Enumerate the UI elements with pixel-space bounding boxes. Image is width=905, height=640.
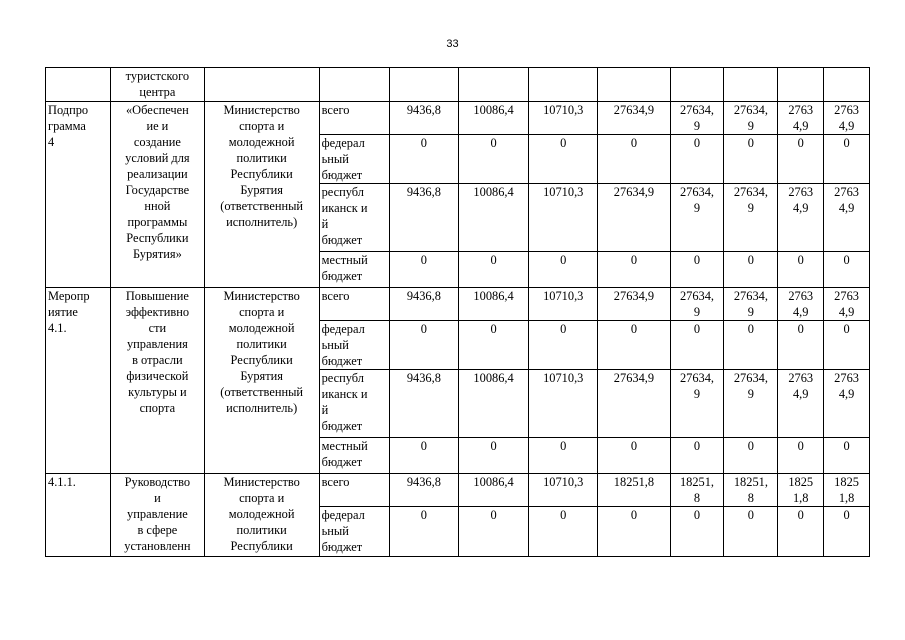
value-cell: 2763 4,9: [824, 102, 870, 135]
value-cell: 2763 4,9: [778, 102, 824, 135]
funding-source-cell: федерал ьный бюджет: [319, 135, 389, 184]
value-cell: 27634, 9: [724, 184, 778, 252]
value-cell: 0: [598, 507, 670, 557]
value-cell: 9436,8: [389, 474, 458, 507]
value-cell: 0: [598, 321, 670, 370]
empty-cell: [598, 68, 670, 102]
value-cell: 0: [529, 135, 598, 184]
value-cell: 0: [824, 135, 870, 184]
value-cell: 10710,3: [529, 370, 598, 438]
value-cell: 27634, 9: [670, 288, 724, 321]
value-cell: 0: [598, 252, 670, 288]
value-cell: 0: [458, 252, 528, 288]
value-cell: 10086,4: [458, 474, 528, 507]
executor-cell: Министерство спорта и молодежной политики Республики: [204, 474, 319, 557]
value-cell: 0: [389, 135, 458, 184]
funding-source-cell: федерал ьный бюджет: [319, 321, 389, 370]
empty-cell: [529, 68, 598, 102]
program-name-cell: Повышение эффективно сти управления в отрасли физической культуры и спорта: [111, 288, 205, 474]
value-cell: 10086,4: [458, 102, 528, 135]
value-cell: 0: [389, 507, 458, 557]
value-cell: 0: [824, 252, 870, 288]
value-cell: 2763 4,9: [824, 288, 870, 321]
value-cell: 0: [598, 135, 670, 184]
value-cell: 0: [389, 438, 458, 474]
code-cell: [46, 68, 111, 102]
funding-source-cell: местный бюджет: [319, 438, 389, 474]
program-code-cell: 4.1.1.: [46, 474, 111, 557]
value-cell: 0: [778, 135, 824, 184]
table-row: [46, 288, 870, 321]
value-cell: 0: [724, 438, 778, 474]
value-cell: 2763 4,9: [824, 184, 870, 252]
value-cell: 0: [778, 252, 824, 288]
program-code-cell: Подпро грамма 4: [46, 102, 111, 288]
value-cell: 27634, 9: [670, 102, 724, 135]
funding-source-cell: всего: [319, 474, 389, 507]
value-cell: 0: [458, 321, 528, 370]
value-cell: 27634,9: [598, 184, 670, 252]
executor-cell: Министерство спорта и молодежной политики Республики Бурятия (ответственный исполнитель): [204, 288, 319, 474]
value-cell: 0: [389, 252, 458, 288]
name-cell: туристского центра: [111, 68, 205, 102]
value-cell: 0: [670, 507, 724, 557]
value-cell: 9436,8: [389, 370, 458, 438]
value-cell: 0: [598, 438, 670, 474]
value-cell: 9436,8: [389, 102, 458, 135]
value-cell: 27634,9: [598, 102, 670, 135]
funding-source-cell: всего: [319, 102, 389, 135]
program-name-cell: «Обеспечен ие и создание условий для реализации Государстве нной программы Республики Бурятия»: [111, 102, 205, 288]
value-cell: 2763 4,9: [778, 288, 824, 321]
value-cell: 10086,4: [458, 184, 528, 252]
value-cell: 10086,4: [458, 370, 528, 438]
value-cell: 0: [724, 321, 778, 370]
empty-cell: [389, 68, 458, 102]
value-cell: 27634, 9: [670, 370, 724, 438]
value-cell: 0: [458, 438, 528, 474]
program-name-cell: Руководство и управление в сфере установленн: [111, 474, 205, 557]
value-cell: 0: [389, 321, 458, 370]
empty-cell: [824, 68, 870, 102]
value-cell: 0: [529, 438, 598, 474]
funding-source-cell: всего: [319, 288, 389, 321]
table-row: [46, 102, 870, 135]
budget-table: [45, 67, 870, 557]
value-cell: 0: [529, 252, 598, 288]
value-cell: 0: [824, 507, 870, 557]
value-cell: 0: [458, 135, 528, 184]
empty-cell: [319, 68, 389, 102]
value-cell: 10710,3: [529, 184, 598, 252]
value-cell: 10086,4: [458, 288, 528, 321]
value-cell: 0: [724, 252, 778, 288]
funding-source-cell: местный бюджет: [319, 252, 389, 288]
executor-cell: Министерство спорта и молодежной политики Республики Бурятия (ответственный исполнитель): [204, 102, 319, 288]
page-number: 33: [446, 38, 459, 50]
value-cell: 10710,3: [529, 288, 598, 321]
empty-cell: [778, 68, 824, 102]
value-cell: 10710,3: [529, 102, 598, 135]
value-cell: 0: [778, 438, 824, 474]
value-cell: 1825 1,8: [824, 474, 870, 507]
value-cell: 2763 4,9: [778, 370, 824, 438]
value-cell: 0: [529, 507, 598, 557]
value-cell: 0: [824, 438, 870, 474]
value-cell: 0: [529, 321, 598, 370]
funding-source-cell: республ иканск и й бюджет: [319, 370, 389, 438]
empty-cell: [670, 68, 724, 102]
value-cell: 9436,8: [389, 184, 458, 252]
value-cell: 0: [458, 507, 528, 557]
empty-cell: [204, 68, 319, 102]
value-cell: 10710,3: [529, 474, 598, 507]
value-cell: 18251, 8: [724, 474, 778, 507]
value-cell: 0: [670, 321, 724, 370]
funding-source-cell: федерал ьный бюджет: [319, 507, 389, 557]
value-cell: 9436,8: [389, 288, 458, 321]
value-cell: 0: [670, 438, 724, 474]
table-row: [46, 474, 870, 507]
value-cell: 27634, 9: [724, 370, 778, 438]
empty-cell: [724, 68, 778, 102]
empty-cell: [458, 68, 528, 102]
funding-source-cell: республ иканск и й бюджет: [319, 184, 389, 252]
value-cell: 0: [724, 507, 778, 557]
value-cell: 0: [670, 252, 724, 288]
value-cell: 0: [670, 135, 724, 184]
value-cell: 0: [724, 135, 778, 184]
value-cell: 0: [778, 507, 824, 557]
value-cell: 27634,9: [598, 288, 670, 321]
value-cell: 18251,8: [598, 474, 670, 507]
value-cell: 27634, 9: [724, 288, 778, 321]
value-cell: 1825 1,8: [778, 474, 824, 507]
value-cell: 27634, 9: [670, 184, 724, 252]
value-cell: 0: [778, 321, 824, 370]
value-cell: 27634, 9: [724, 102, 778, 135]
table-row-continuation: [46, 68, 870, 102]
value-cell: 18251, 8: [670, 474, 724, 507]
value-cell: 0: [824, 321, 870, 370]
value-cell: 27634,9: [598, 370, 670, 438]
program-code-cell: Меропр иятие 4.1.: [46, 288, 111, 474]
value-cell: 2763 4,9: [778, 184, 824, 252]
value-cell: 2763 4,9: [824, 370, 870, 438]
